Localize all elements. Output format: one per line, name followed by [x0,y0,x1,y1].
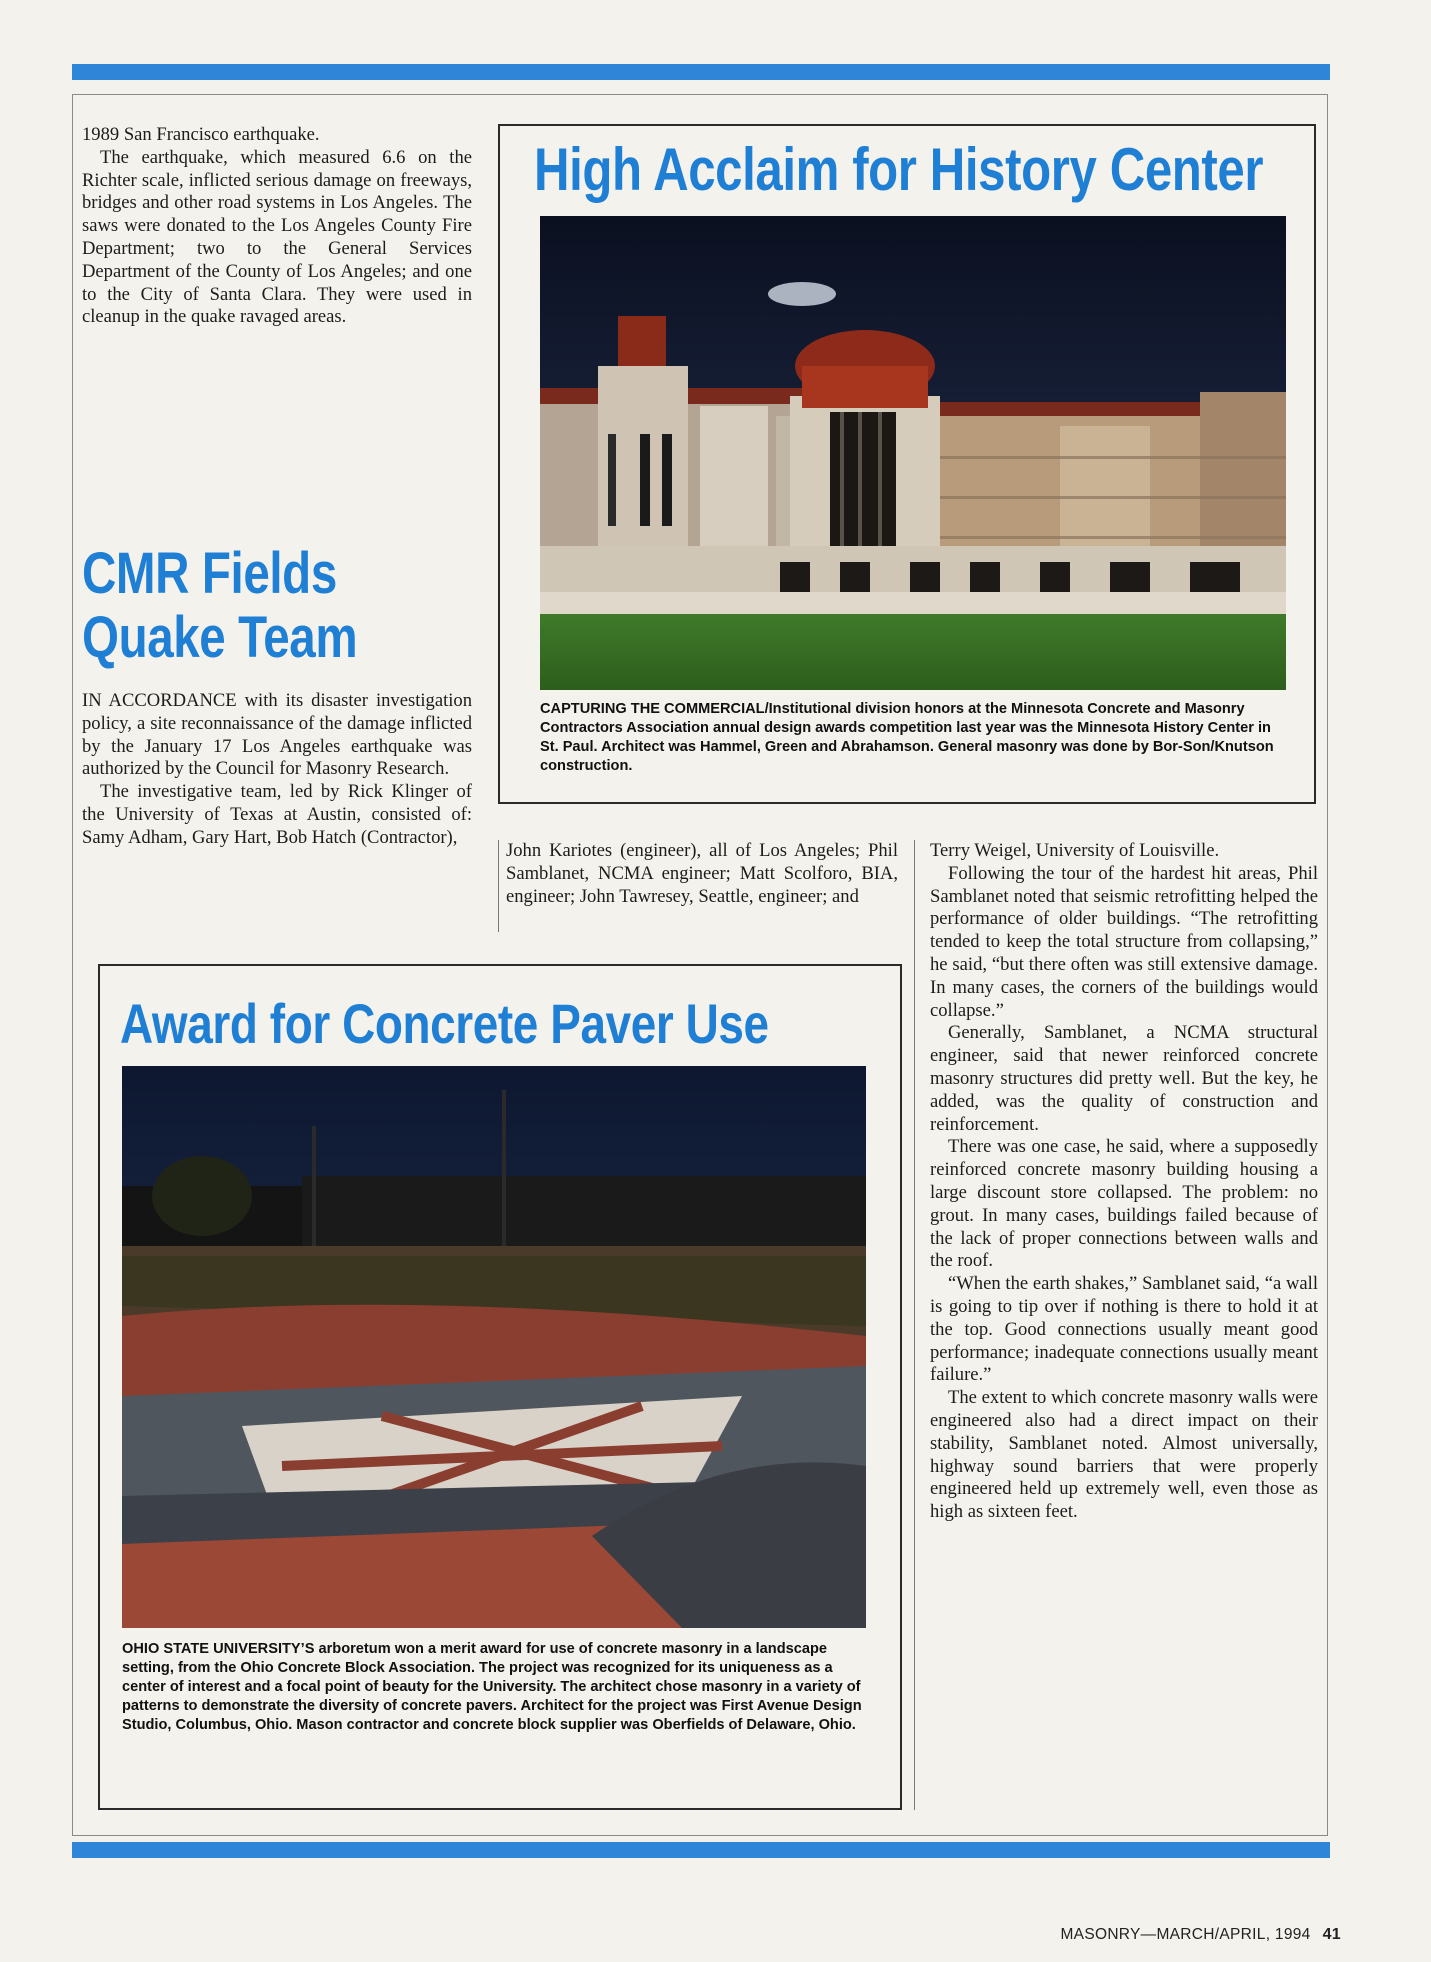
history-center-caption: CAPTURING THE COMMERCIAL/Institutional division honors at the Minnesota Concrete and Masonry Contractors Association annual design awards competition last year was the Minnesota History Center in St. Paul. Architect was Hammel, Green and Abrahamson. General masonry was done by Bor-Son/Knutson construction. [540,701,1274,774]
footer-publication: MASONRY—MARCH/APRIL, 1994 [1060,1926,1311,1943]
paver-award-box [98,964,902,1810]
cmr-col3-p2: Following the tour of the hardest hit areas, Phil Samblanet noted that seismic retrofitting helped the performance of older buildings. “The retrofitting tended to keep the total structure from collapsing,” he said, “but there often was still extensive damage. In many cases, the corners of the buildings would collapse.” [930,862,1318,1021]
footer-page-number: 41 [1322,1926,1341,1943]
cmr-column-2 [506,840,898,908]
page-footer [1060,1926,1341,1944]
cmr-column-1 [82,690,472,850]
history-center-box [498,124,1316,804]
history-center-photo-svg [540,216,1286,690]
history-center-headline: High Acclaim for History Center [534,136,1264,203]
cmr-col3-p3: Generally, Samblanet, a NCMA structural engineer, said that newer reinforced concrete masonry structures did pretty well. But the key, he added, was the quality of construction and reinforcement. [930,1022,1318,1135]
cmr-headline-line1: CMR Fields [82,541,337,606]
quake-intro-text [82,124,472,329]
bottom-accent-bar [72,1842,1330,1858]
quake-intro-p2: The earthquake, which measured 6.6 on the Richter scale, inflicted serious damage on freeways, bridges and other road systems in Los Angeles. The saws were donated to the Los Angeles County Fire Department; two to the General Services Department of the County of Los Angeles; and one to the City of Santa Clara. They were used in cleanup in the quake ravaged areas. [82,146,472,328]
column-rule-right [914,840,915,1810]
cmr-col1-p1: IN ACCORDANCE with its disaster investigation policy, a site reconnaissance of the damage inflicted by the January 17 Los Angeles earthquake was authorized by the Council for Masonry Research. [82,690,472,780]
paver-caption: OHIO STATE UNIVERSITY’S arboretum won a merit award for use of concrete masonry in a landscape setting, from the Ohio Concrete Block Association. The project was recognized for its uniqueness as a center of interest and a focal point of beauty for the University. The architect chose masonry in a variety of patterns to demonstrate the diversity of concrete pavers. Architect for the project was First Avenue Design Studio, Columbus, Ohio. Mason contractor and concrete block supplier was Oberfields of Delaware, Ohio. [122,1641,862,1733]
quake-intro-p1: 1989 San Francisco earthquake. [82,124,320,145]
column-rule-left [498,840,499,932]
cmr-col2-p1: John Kariotes (engineer), all of Los Angeles; Phil Samblanet, NCMA engineer; Matt Scolforo, BIA, engineer; John Tawresey, Seattle, engineer; and [506,840,898,907]
cmr-column-3 [930,840,1318,1524]
cmr-col1-p2: The investigative team, led by Rick Klinger of the University of Texas at Austin, consisted of: Samy Adham, Gary Hart, Bob Hatch (Contractor), [82,781,472,848]
cmr-col3-p1: Terry Weigel, University of Louisville. [930,840,1220,861]
cmr-col3-p4: There was one case, he said, where a supposedly reinforced concrete masonry building housing a large discount store collapsed. The problem: no grout. In many cases, buildings failed because of the lack of proper connections between walls and the roof. [930,1136,1318,1272]
paver-photo-svg [122,1066,866,1628]
cmr-headline-line2: Quake Team [82,605,358,670]
history-center-photo [540,216,1286,690]
top-accent-bar [72,64,1330,80]
cmr-col3-p6: The extent to which concrete masonry walls were engineered also had a direct impact on their stability, Samblanet noted. Almost universally, highway sound barriers that were properly engineered held up extremely well, even those as high as sixteen feet. [930,1387,1318,1523]
paver-photo [122,1066,866,1628]
paver-headline: Award for Concrete Paver Use [120,992,769,1055]
cmr-col3-p5: “When the earth shakes,” Samblanet said, “a wall is going to tip over if nothing is there to hold it at the top. Good connections usually meant good performance; inadequate connections usually meant failure.” [930,1273,1318,1386]
cmr-headline [82,542,357,670]
